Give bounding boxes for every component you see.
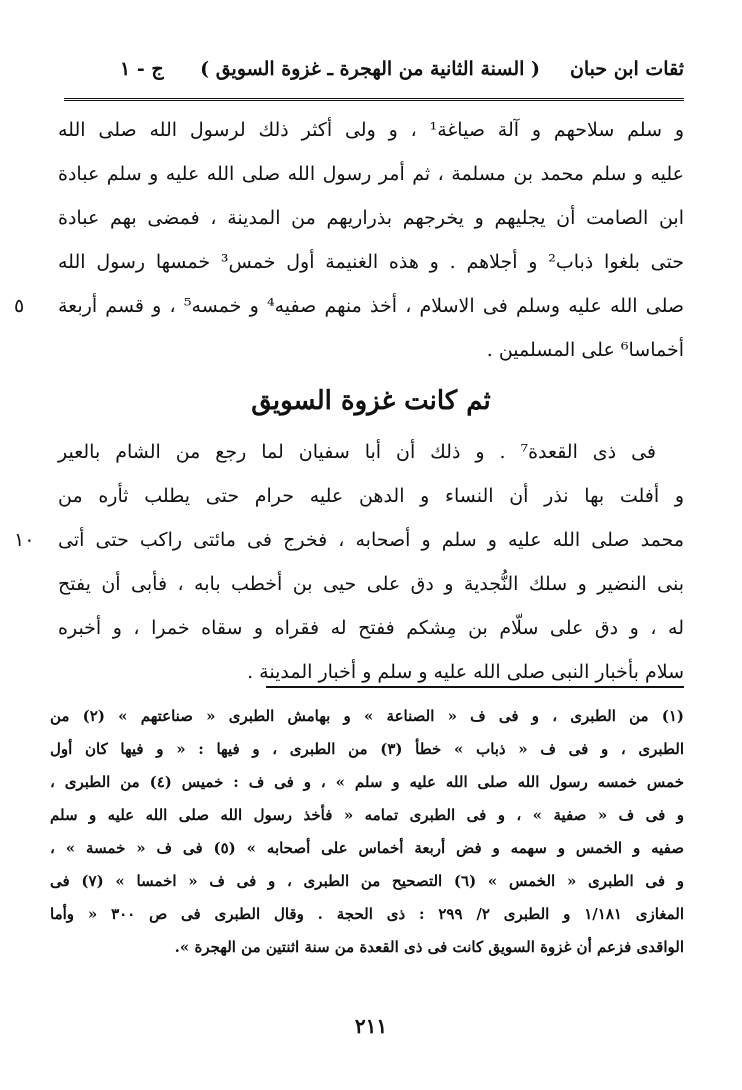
- chapter-heading: ثم كانت غزوة السويق: [251, 386, 491, 416]
- volume-number: ج - ١: [120, 58, 164, 80]
- text-line: [14, 518, 684, 562]
- text-line-content: صلى الله عليه وسلم فى الاسلام ، أخذ منهم صفيه⁴ و خمسه⁵ ، و قسم أربعة: [58, 295, 684, 317]
- footnotes: [50, 700, 684, 964]
- text-line: بنى النضير و سلك النُّجدية و دق على حيى بن أخطب بابه ، فأبى أن يفتح: [58, 573, 684, 595]
- header-rule: [64, 98, 684, 104]
- footnote-line: صفيه و الخمس و سهمه و فض أربعة أخماس على أصحابه » (٥) فى ف « خمسة » ،: [50, 839, 684, 857]
- footnote-line: و فى ف « صفية » ، و فى الطبرى تمامه « فأخذ رسول الله صلى الله عليه و سلم: [50, 806, 684, 824]
- footnote-line: (١) من الطبرى ، و فى ف « الصناعة » و بهامش الطبرى « صناعتهم » (٢) من: [50, 707, 684, 725]
- line-number-10: ١٠: [14, 529, 35, 551]
- footnote-line: و فى الطبرى « الخمس » (٦) التصحيح من الطبرى ، و فى ف « اخمسا » (٧) فى: [50, 872, 684, 890]
- text-line-content: محمد صلى الله عليه و سلم و أصحابه ، فخرج فى مائتى راكب حتى أتى: [58, 529, 684, 551]
- footnote-rule: [266, 686, 684, 688]
- line-number-5: ٥: [14, 295, 25, 317]
- text-line: حتى بلغوا ذباب² و أجلاهم . و هذه الغنيمة أول خمس³ خمسها رسول الله: [58, 251, 684, 273]
- page-number: ٢١١: [354, 1014, 388, 1038]
- footnote-line: المغازى ١/١٨١ و الطبرى ٢/ ٢٩٩ : ذى الحجة . وقال الطبرى فى ص ٣٠٠ « وأما: [50, 905, 684, 923]
- text-line: ابن الصامت أن يجليهم و يخرجهم بذراريهم من المدينة ، فمضى بهم عبادة: [58, 207, 684, 229]
- text-line: و أفلت بها نذر أن النساء و الدهن عليه حرام حتى يطلب ثأره من: [58, 485, 684, 507]
- footnote-line: الواقدى فزعم أن غزوة السويق كانت فى ذى القعدة من سنة اثنتين من الهجرة ».: [174, 938, 684, 956]
- text-line: له ، و دق على سلّام بن مِشكم ففتح له فقراه و سقاه خمرا ، و أخبره: [58, 617, 684, 639]
- text-line: و سلم سلاحهم و آلة صياغة¹ ، و ولى أكثر ذلك لرسول الله صلى الله: [58, 119, 684, 141]
- text-line: سلام بأخبار النبى صلى الله عليه و سلم و أخبار المدينة .: [247, 661, 684, 683]
- text-line: فى ذى القعدة⁷ . و ذلك أن أبا سفيان لما رجع من الشام بالعير: [58, 441, 656, 463]
- running-header: [120, 52, 684, 92]
- footnote-line: خمس خمسه رسول الله صلى الله عليه و سلم » ، و فى ف : خميس (٤) من الطبرى ،: [50, 773, 684, 791]
- footnote-line: الطبرى ، و فى ف « ذباب » خطأ (٣) من الطبرى ، و فيها : « و فيها كان أول: [50, 740, 684, 758]
- text-line: عليه و سلم محمد بن مسلمة ، ثم أمر رسول الله صلى الله عليه و سلم عبادة: [58, 163, 684, 185]
- text-line: أخماسا⁶ على المسلمين .: [486, 339, 684, 361]
- text-line: [14, 284, 684, 328]
- body-text: [14, 108, 684, 694]
- section-title: ( السنة الثانية من الهجرة ـ غزوة السويق ): [200, 58, 540, 80]
- book-title: ثقات ابن حبان: [569, 58, 684, 80]
